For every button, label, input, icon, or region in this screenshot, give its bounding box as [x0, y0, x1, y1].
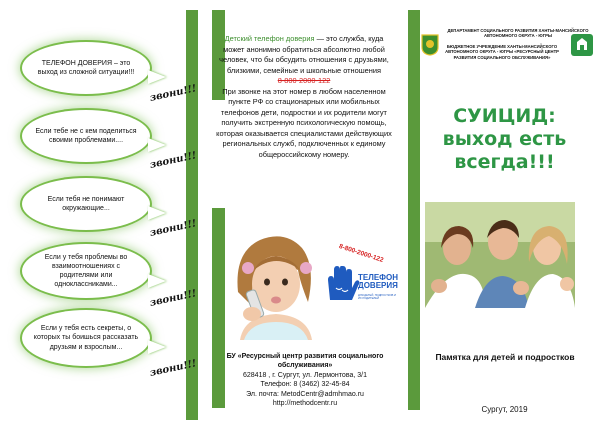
helpline-logo — [320, 243, 400, 320]
panel-middle — [200, 0, 405, 427]
callout-call: звони!!! — [148, 358, 198, 379]
header-bottom: БЮДЖЕТНОЕ УЧРЕЖДЕНИЕ ХАНТЫ-МАНСИЙСКОГО АВТОНОМНОГО ОКРУГА - ЮГРЫ «РЕСУРСНЫЙ ЦЕНТР РАЗВИТИЯ СОЦИАЛЬНОГО ОБСЛУЖИВАНИЯ» — [445, 44, 559, 60]
bubble-tail — [148, 206, 166, 220]
header-top: ДЕПАРТАМЕНТ СОЦИАЛЬНОГО РАЗВИТИЯ ХАНТЫ-МАНСИЙСКОГО АВТОНОМНОГО ОКРУГА - ЮГРЫ — [447, 28, 589, 39]
org-name: БУ «Ресурсный центр развития социального обслуживания» — [226, 353, 384, 370]
teenagers-photo — [425, 202, 575, 308]
intro-text — [214, 34, 394, 160]
bubble-1: ТЕЛЕФОН ДОВЕРИЯ – это выход из сложной ситуации!!! — [22, 42, 150, 94]
bubble-4: Если у тебя проблемы во взаимоотношениях с родителями или одноклассниками... — [22, 244, 150, 298]
logo-text: ТЕЛЕФОН ДОВЕРИЯ — [358, 273, 398, 291]
bubble-5: Если у тебя есть секреты, о которых ты боишься рассказать друзьям и взрослым... — [22, 310, 150, 366]
center-logo-icon — [571, 34, 593, 56]
bubble-tail — [148, 340, 166, 354]
panel-left — [0, 0, 200, 427]
bubble-2: Если тебе не с кем поделиться своими проблемами.... — [22, 110, 150, 162]
panel-right — [405, 0, 604, 427]
intro-highlight: Детский телефон доверия — [224, 34, 315, 43]
logo-small: ДЛЯ ДЕТЕЙ, ПОДРОСТКОВ И ИХ РОДИТЕЛЕЙ — [358, 294, 396, 301]
contact-email: Эл. почта: MetodCentr@admhmao.ru — [246, 390, 364, 398]
callout-call: звони!!! — [148, 150, 198, 171]
bubble-3: Если тебя не понимают окружающие... — [22, 178, 150, 230]
girl-with-phone-photo — [230, 222, 320, 340]
intro-rest: — это служба, куда может анонимно обратиться абсолютно любой человек, что бы обсудить отношения с друзьями, близкими, семейные и школьные отношения — [219, 34, 389, 75]
logo-number: 8-800-2000-122 — [338, 243, 385, 264]
subtitle: Памятка для детей и подростков — [435, 352, 575, 362]
city-year: Сургут, 2019 — [481, 405, 528, 414]
contact-phone: Телефон: 8 (3462) 32-45-84 — [260, 381, 350, 389]
bubble-tail — [148, 274, 166, 288]
street: 628418 , г. Сургут, ул. Лермонтова, 3/1 — [243, 371, 367, 379]
body-text: При звонке на этот номер в любом населенном пункте РФ со стационарных или мобильных телефонов дети, подростки и их родители могут получить экстренную психологическую помощь, которая оказывается специалистами действующих региональных служб, подключенных к единому общероссийскому номеру. — [216, 86, 392, 159]
bubble-tail — [148, 138, 166, 152]
contact-address — [220, 352, 390, 409]
website: http://methodcentr.ru — [272, 400, 338, 408]
callout-call: звони!!! — [148, 83, 198, 104]
hotline-phone: 8-800-2000-122 — [277, 76, 331, 86]
callout-call: звони!!! — [148, 218, 198, 239]
bubble-tail — [148, 70, 166, 84]
main-title: СУИЦИД: выход есть всегда!!! — [442, 105, 567, 174]
callout-call: звони!!! — [148, 288, 198, 309]
green-stripe — [408, 10, 420, 410]
hand-icon — [322, 266, 362, 300]
